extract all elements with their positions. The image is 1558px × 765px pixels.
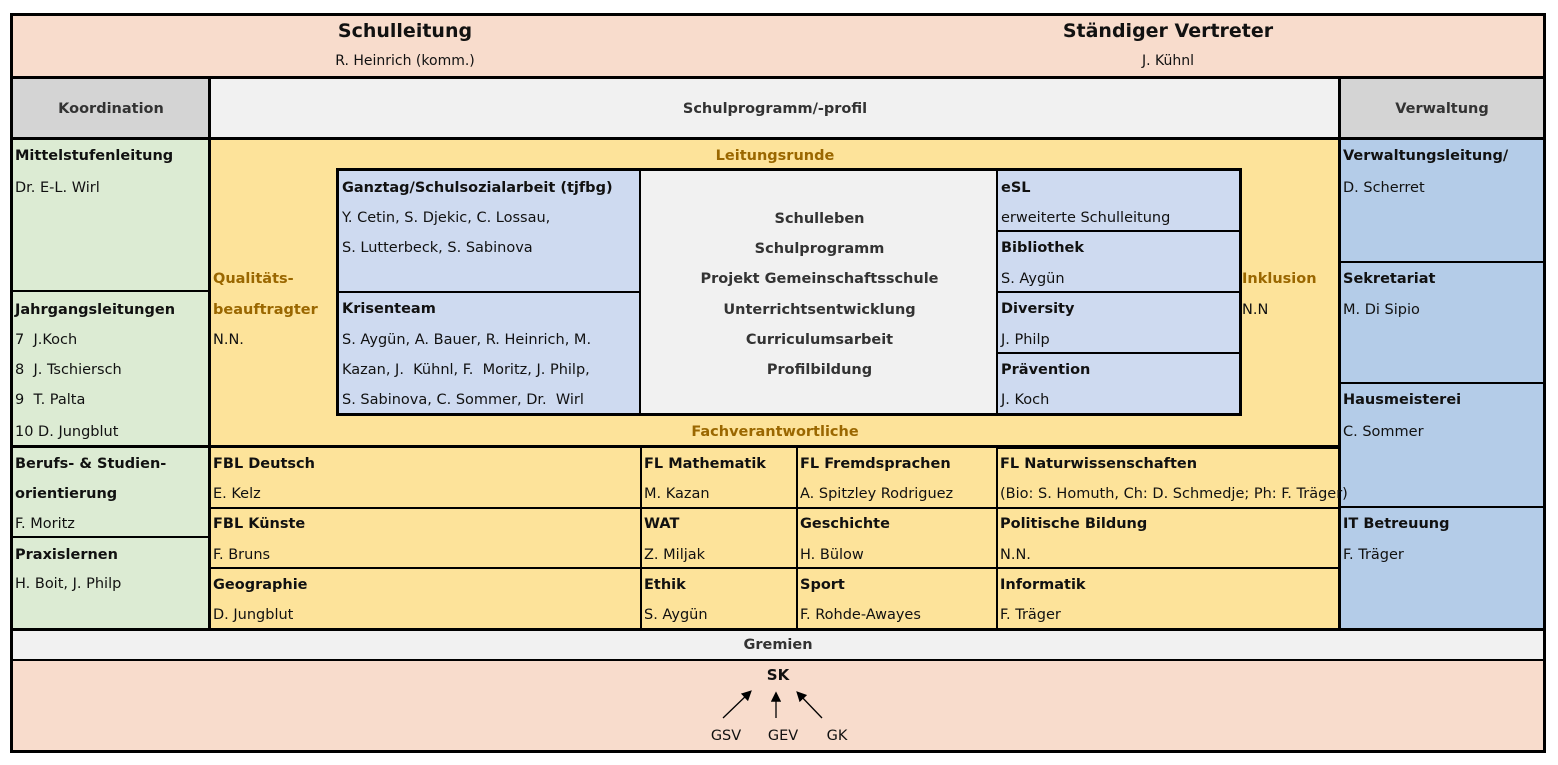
schulleitung-name: R. Heinrich (komm.) bbox=[335, 53, 475, 69]
gev-label: GEV bbox=[767, 728, 799, 744]
qualitaet-name: N.N. bbox=[213, 332, 244, 348]
subject-title: FL Naturwissenschaften bbox=[1000, 456, 1198, 472]
gremien-arrows bbox=[700, 680, 840, 725]
schulleben-item: Profilbildung bbox=[766, 362, 873, 378]
verwaltung-label: Verwaltung bbox=[1395, 101, 1489, 117]
praevention-title: Prävention bbox=[1001, 362, 1091, 378]
koordination-label: Koordination bbox=[58, 101, 164, 117]
schulleben-item: Curriculumsarbeit bbox=[745, 332, 894, 348]
subject-name: E. Kelz bbox=[213, 486, 261, 502]
subject-title: WAT bbox=[644, 516, 680, 532]
leitungsrunde-label: Leitungsrunde bbox=[715, 148, 835, 164]
subject-name: N.N. bbox=[1000, 547, 1031, 563]
subj-div-v2 bbox=[796, 447, 798, 629]
schulleben-item: Schulprogramm bbox=[754, 241, 885, 257]
bibliothek-name: S. Aygün bbox=[1001, 271, 1065, 287]
qualitaet-title-1: Qualitäts- bbox=[213, 271, 294, 287]
praxis-name: H. Boit, J. Philp bbox=[15, 576, 122, 592]
it-title: IT Betreuung bbox=[1343, 516, 1450, 532]
subject-name: (Bio: S. Homuth, Ch: D. Schmedje; Ph: F. Träger) bbox=[1000, 486, 1348, 502]
arrow-gk-icon bbox=[798, 693, 822, 718]
gsv-label: GSV bbox=[710, 728, 742, 744]
subject-name: F. Rohde-Awayes bbox=[800, 607, 921, 623]
mittelstufe-title: Mittelstufenleitung bbox=[15, 148, 174, 164]
subject-title: Ethik bbox=[644, 577, 686, 593]
subject-title: FL Fremdsprachen bbox=[800, 456, 951, 472]
subject-name: A. Spitzley Rodriguez bbox=[800, 486, 954, 502]
krisen-line: Kazan, J. Kühnl, F. Moritz, J. Philp, bbox=[342, 362, 590, 378]
schulprogramm-label: Schulprogramm/-profil bbox=[682, 101, 868, 117]
subject-title: Geschichte bbox=[800, 516, 890, 532]
ganztag-line: Y. Cetin, S. Djekic, C. Lossau, bbox=[342, 210, 551, 226]
sekretariat-title: Sekretariat bbox=[1343, 271, 1436, 287]
ganztag-title: Ganztag/Schulsozialarbeit (tjfbg) bbox=[342, 180, 613, 196]
krisen-title: Krisenteam bbox=[342, 301, 436, 317]
subject-name: M. Kazan bbox=[644, 486, 710, 502]
esl-name: erweiterte Schulleitung bbox=[1001, 210, 1171, 226]
sk-label: SK bbox=[766, 666, 790, 684]
berufs-name: F. Moritz bbox=[15, 516, 75, 532]
krisen-line: S. Aygün, A. Bauer, R. Heinrich, M. bbox=[342, 332, 592, 348]
ganztag-line: S. Lutterbeck, S. Sabinova bbox=[342, 240, 533, 256]
divider-row2 bbox=[10, 137, 1546, 140]
subject-name: H. Bülow bbox=[800, 547, 864, 563]
subject-title: Geographie bbox=[213, 577, 308, 593]
subject-name: F. Bruns bbox=[213, 547, 271, 563]
subject-name: Z. Miljak bbox=[644, 547, 706, 563]
diversity-title: Diversity bbox=[1001, 301, 1075, 317]
diversity-name: J. Philp bbox=[1001, 332, 1050, 348]
sekretariat-name: M. Di Sipio bbox=[1343, 302, 1420, 318]
praxis-title: Praxislernen bbox=[15, 547, 118, 563]
mittelstufe-name: Dr. E-L. Wirl bbox=[15, 180, 100, 196]
gk-label: GK bbox=[826, 728, 848, 744]
left-div-1 bbox=[12, 290, 210, 292]
inklusion-title: Inklusion bbox=[1242, 271, 1317, 287]
schulleben-item: Schulleben bbox=[774, 211, 865, 227]
right-div-1 bbox=[1340, 261, 1544, 263]
subject-title: Politische Bildung bbox=[1000, 516, 1148, 532]
it-name: F. Träger bbox=[1343, 547, 1404, 563]
hausmeisterei-name: C. Sommer bbox=[1343, 424, 1424, 440]
subj-div-h2 bbox=[210, 567, 1340, 569]
subject-title: FBL Künste bbox=[213, 516, 306, 532]
krisen-line: S. Sabinova, C. Sommer, Dr. Wirl bbox=[342, 392, 584, 408]
subject-name: S. Aygün bbox=[644, 607, 708, 623]
hausmeisterei-title: Hausmeisterei bbox=[1343, 392, 1462, 408]
bibliothek-title: Bibliothek bbox=[1001, 240, 1085, 256]
jahrgang-item: 10 D. Jungblut bbox=[15, 424, 119, 440]
subject-title: Informatik bbox=[1000, 577, 1086, 593]
praevention-name: J. Koch bbox=[1001, 392, 1050, 408]
berufs-title-2: orientierung bbox=[15, 486, 118, 502]
jahrgang-item: 7 J.Koch bbox=[15, 332, 78, 348]
schulleben-item: Projekt Gemeinschaftsschule bbox=[700, 271, 939, 287]
right-div-3 bbox=[1340, 506, 1544, 508]
verwaltungsleitung-title: Verwaltungsleitung/ bbox=[1343, 148, 1509, 164]
subject-name: D. Jungblut bbox=[213, 607, 294, 623]
divider-header bbox=[10, 76, 1546, 79]
subj-div-v3 bbox=[996, 447, 998, 629]
berufs-title-1: Berufs- & Studien- bbox=[15, 456, 167, 472]
qualitaet-title-2: beauftragter bbox=[213, 302, 318, 318]
fachverantwortliche-label: Fachverantwortliche bbox=[691, 424, 859, 440]
subject-title: Sport bbox=[800, 577, 845, 593]
subject-name: F. Träger bbox=[1000, 607, 1061, 623]
subject-title: FL Mathematik bbox=[644, 456, 766, 472]
subj-div-v1 bbox=[640, 447, 642, 629]
jahrgang-title: Jahrgangsleitungen bbox=[15, 302, 176, 318]
arrow-gsv-icon bbox=[723, 692, 750, 718]
inklusion-name: N.N bbox=[1242, 302, 1269, 318]
verwaltungsleitung-name: D. Scherret bbox=[1343, 180, 1425, 196]
schulleben-item: Unterrichtsentwicklung bbox=[723, 302, 916, 318]
esl-title: eSL bbox=[1001, 180, 1031, 196]
inner-div-h-left bbox=[338, 291, 640, 293]
jahrgang-item: 8 J. Tschiersch bbox=[15, 362, 122, 378]
vertreter-title: Ständiger Vertreter bbox=[1062, 20, 1274, 42]
jahrgang-item: 9 T. Palta bbox=[15, 392, 86, 408]
gremien-label: Gremien bbox=[743, 637, 813, 653]
right-div-2 bbox=[1340, 382, 1544, 384]
vertreter-name: J. Kühnl bbox=[1141, 53, 1195, 69]
subject-title: FBL Deutsch bbox=[213, 456, 315, 472]
schulleitung-title: Schulleitung bbox=[337, 20, 473, 42]
